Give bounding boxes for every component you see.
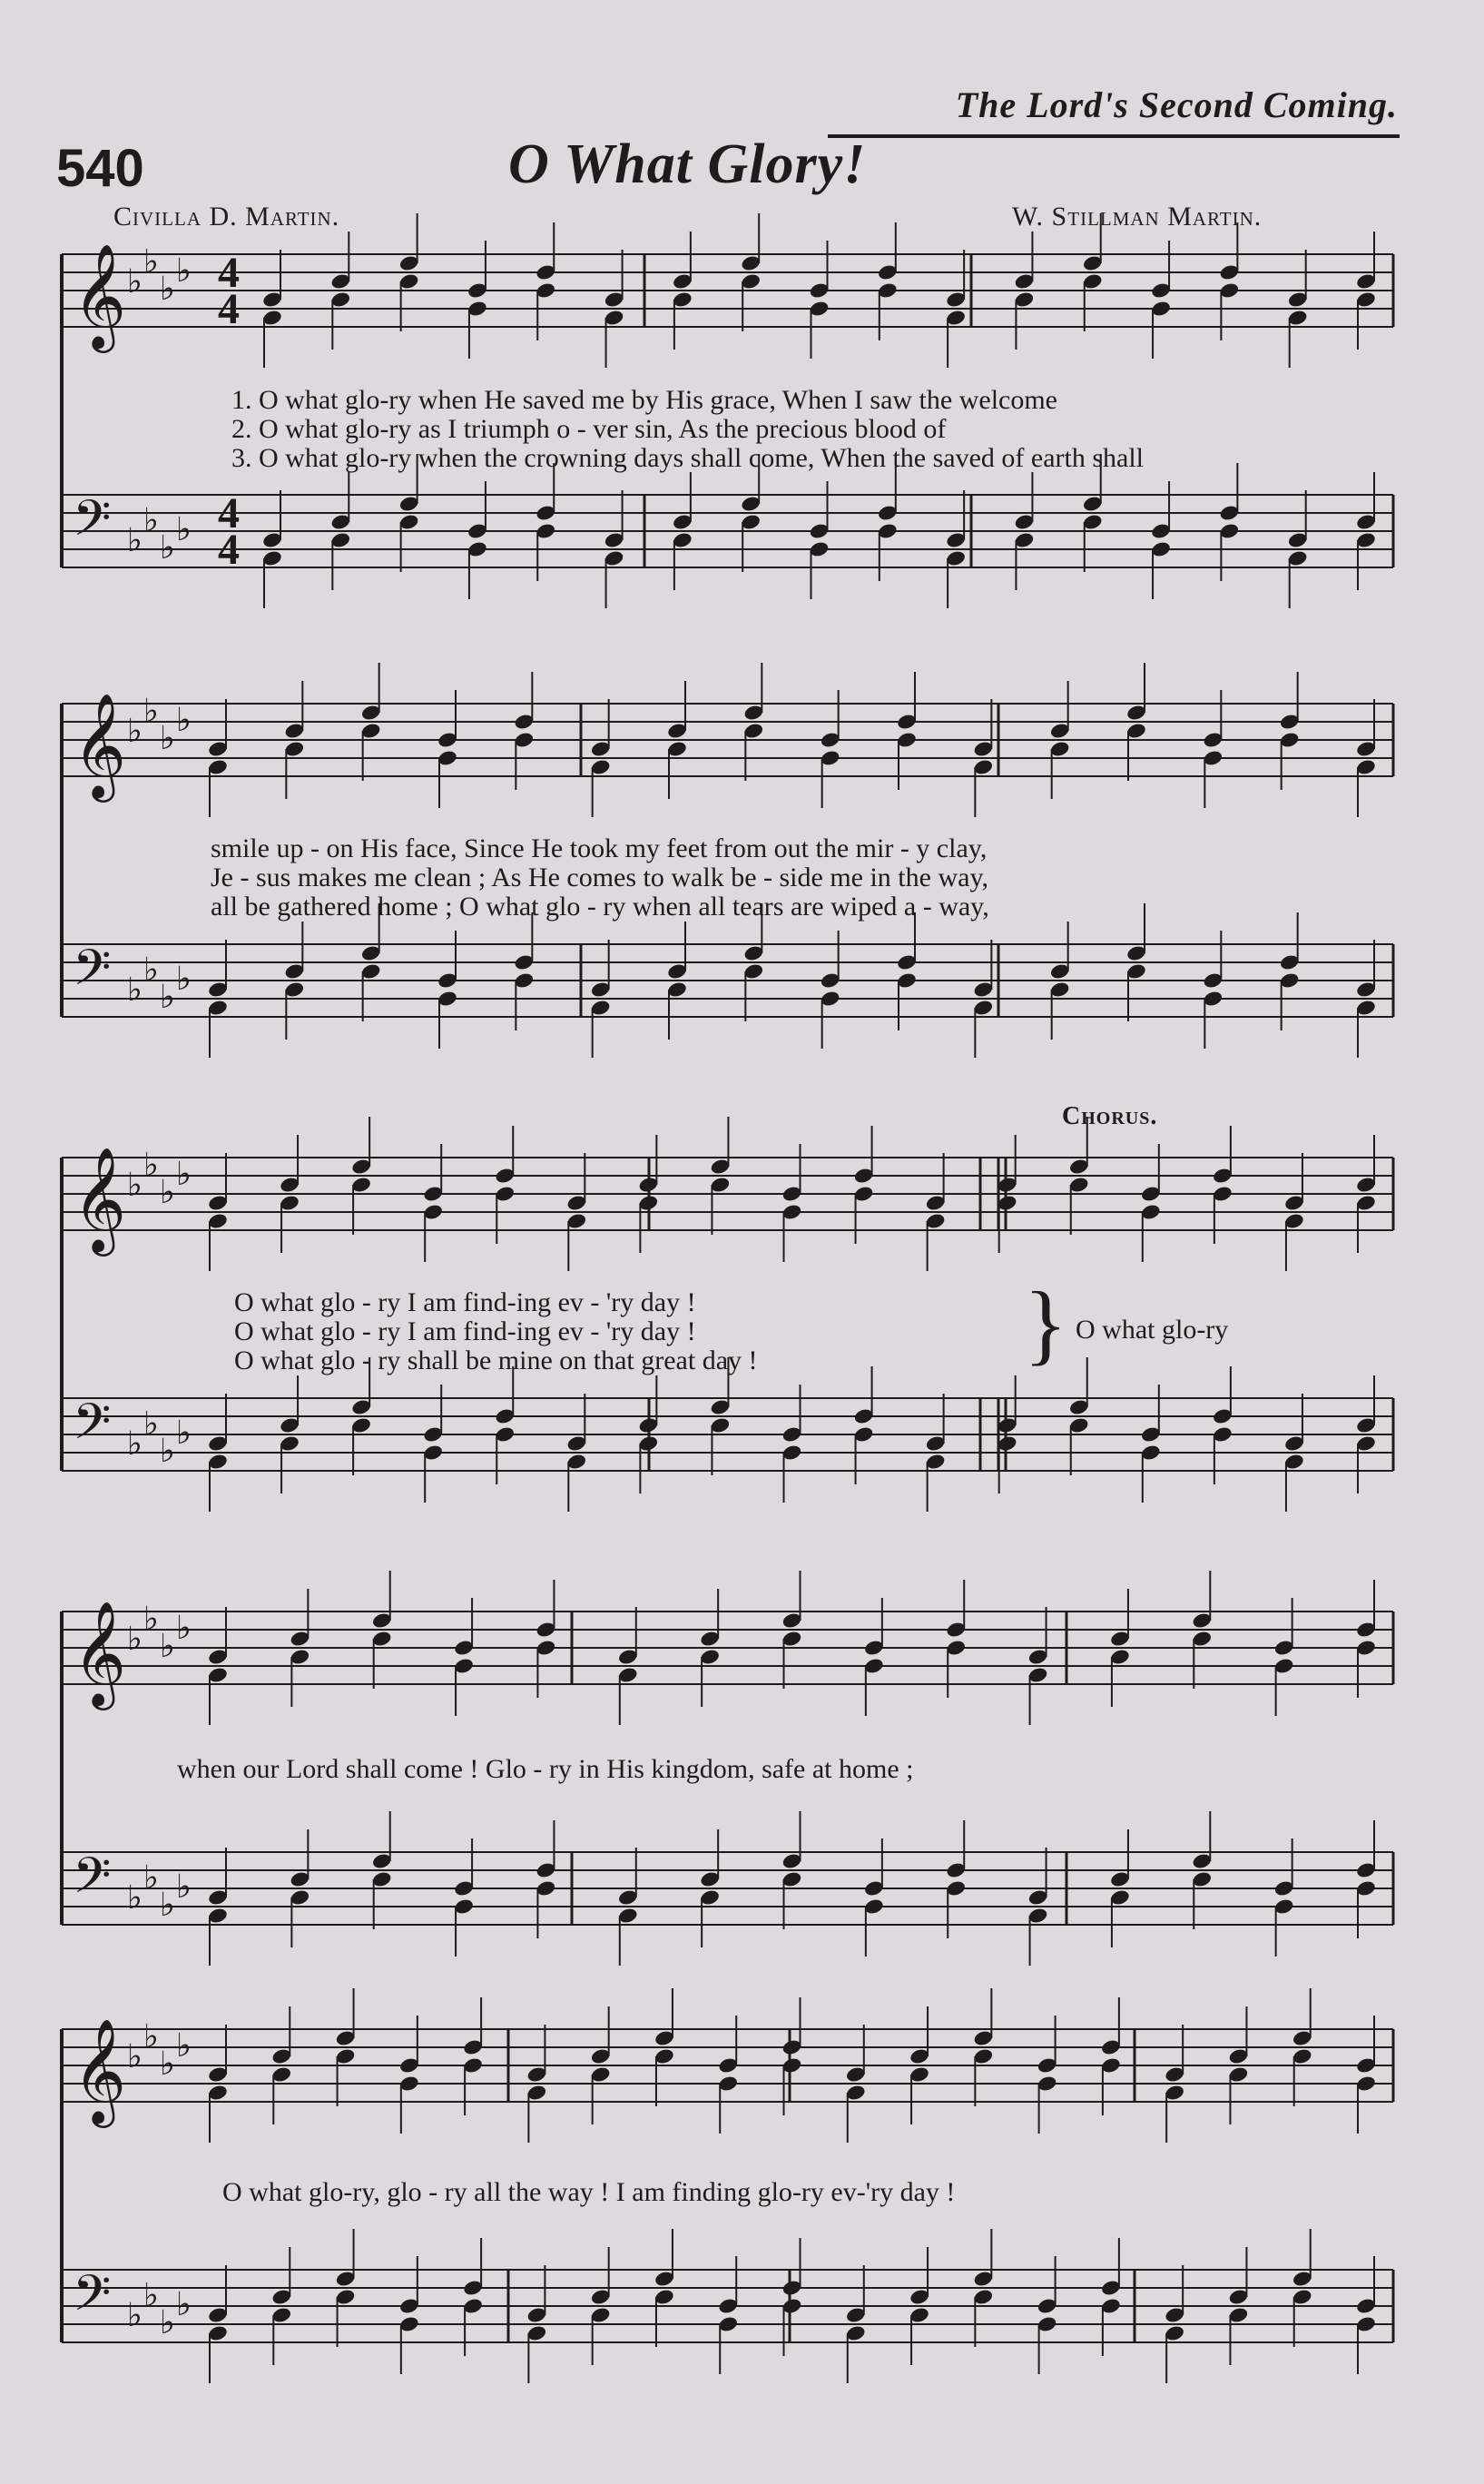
lyric-line: O what glo - ry I am find-ing ev - 'ry day ! [234, 1316, 696, 1346]
chorus-label: Chorus. [1062, 1102, 1158, 1130]
section-title: The Lord's Second Coming. [955, 84, 1398, 125]
section-title-rule [828, 134, 1400, 138]
svg-text:𝄞: 𝄞 [73, 692, 127, 798]
svg-text:♭: ♭ [176, 511, 192, 548]
lyricist-credit: Civilla D. Martin. [113, 202, 340, 232]
svg-text:𝄞: 𝄞 [73, 2017, 127, 2124]
lyric-line: all be gathered home ; O what glo - ry when all tears are wiped a - way, [211, 892, 989, 922]
svg-text:♭: ♭ [127, 713, 143, 750]
svg-text:♭: ♭ [176, 702, 192, 739]
svg-text:♭: ♭ [143, 2277, 159, 2314]
svg-text:𝄞: 𝄞 [73, 1146, 127, 1252]
svg-text:♭: ♭ [143, 1147, 159, 1184]
svg-text:♭: ♭ [143, 1859, 159, 1897]
svg-text:♭: ♭ [143, 502, 159, 539]
svg-text:♭: ♭ [127, 971, 143, 1009]
svg-text:♭: ♭ [127, 1167, 143, 1204]
lyric-line: 3. O what glo-ry when the crowning days shall come, When the saved of earth shall [231, 443, 1144, 473]
svg-text:4: 4 [218, 489, 240, 537]
svg-text:♭: ♭ [176, 1610, 192, 1647]
svg-text:𝄢: 𝄢 [73, 489, 112, 559]
svg-text:4: 4 [218, 249, 240, 297]
svg-text:♭: ♭ [127, 263, 143, 301]
svg-text:♭: ♭ [160, 2304, 175, 2341]
svg-text:♭: ♭ [143, 693, 159, 730]
svg-text:♭: ♭ [160, 1174, 175, 1211]
svg-text:♭: ♭ [143, 1405, 159, 1443]
svg-text:♭: ♭ [127, 2038, 143, 2075]
svg-text:♭: ♭ [127, 1425, 143, 1463]
lyric-line: Je - sus makes me clean ; As He comes to walk be - side me in the way, [211, 862, 988, 892]
svg-text:♭: ♭ [160, 2045, 175, 2083]
svg-text:♭: ♭ [176, 1414, 192, 1452]
svg-text:𝄢: 𝄢 [73, 1393, 112, 1463]
hymn-title: O What Glory! [508, 133, 867, 195]
svg-text:♭: ♭ [143, 1601, 159, 1638]
svg-text:♭: ♭ [160, 979, 175, 1016]
lyric-line: 2. O what glo-ry as I triumph o - ver sin, As the precious blood of [231, 414, 947, 444]
svg-text:♭: ♭ [127, 1879, 143, 1917]
svg-text:♭: ♭ [127, 1621, 143, 1658]
svg-text:𝄞: 𝄞 [73, 242, 127, 349]
svg-text:♭: ♭ [143, 951, 159, 989]
svg-text:♭: ♭ [176, 961, 192, 998]
lyric-line: O what glo-ry, glo - ry all the way ! I am finding glo-ry ev-'ry day ! [222, 2177, 956, 2207]
svg-text:4: 4 [218, 285, 240, 333]
svg-text:♭: ♭ [176, 1156, 192, 1193]
svg-text:𝄢: 𝄢 [73, 1847, 112, 1917]
svg-text:♭: ♭ [143, 2018, 159, 2055]
svg-text:♭: ♭ [176, 252, 192, 290]
lyric-brace: } [1024, 1273, 1067, 1374]
lyric-line: O what glo - ry shall be mine on that great day ! [234, 1346, 758, 1375]
lyric-line: 1. O what glo-ry when He saved me by His grace, When I saw the welcome [231, 385, 1057, 415]
composer-credit: W. Stillman Martin. [1012, 202, 1263, 232]
svg-text:♭: ♭ [176, 1868, 192, 1906]
svg-text:♭: ♭ [160, 1628, 175, 1665]
svg-text:♭: ♭ [143, 243, 159, 281]
svg-text:𝄞: 𝄞 [73, 1600, 127, 1706]
svg-text:♭: ♭ [160, 529, 175, 567]
lyric-line: O what glo - ry I am find-ing ev - 'ry day ! [234, 1287, 696, 1317]
svg-text:♭: ♭ [127, 522, 143, 559]
svg-text:♭: ♭ [176, 2286, 192, 2323]
svg-text:♭: ♭ [176, 2027, 192, 2065]
svg-text:𝄢: 𝄢 [73, 939, 112, 1009]
svg-text:♭: ♭ [160, 720, 175, 757]
svg-text:♭: ♭ [127, 2297, 143, 2334]
svg-text:4: 4 [218, 526, 240, 574]
svg-text:♭: ♭ [160, 1887, 175, 1924]
chorus-side-lyric: O what glo-ry [1076, 1315, 1229, 1345]
lyric-line: when our Lord shall come ! Glo - ry in His kingdom, safe at home ; [177, 1754, 914, 1784]
svg-text:♭: ♭ [160, 1433, 175, 1470]
svg-text:𝄢: 𝄢 [73, 2264, 112, 2334]
svg-text:♭: ♭ [160, 271, 175, 308]
hymn-number: 540 [56, 139, 144, 198]
lyric-line: smile up - on His face, Since He took my feet from out the mir - y clay, [211, 833, 988, 863]
